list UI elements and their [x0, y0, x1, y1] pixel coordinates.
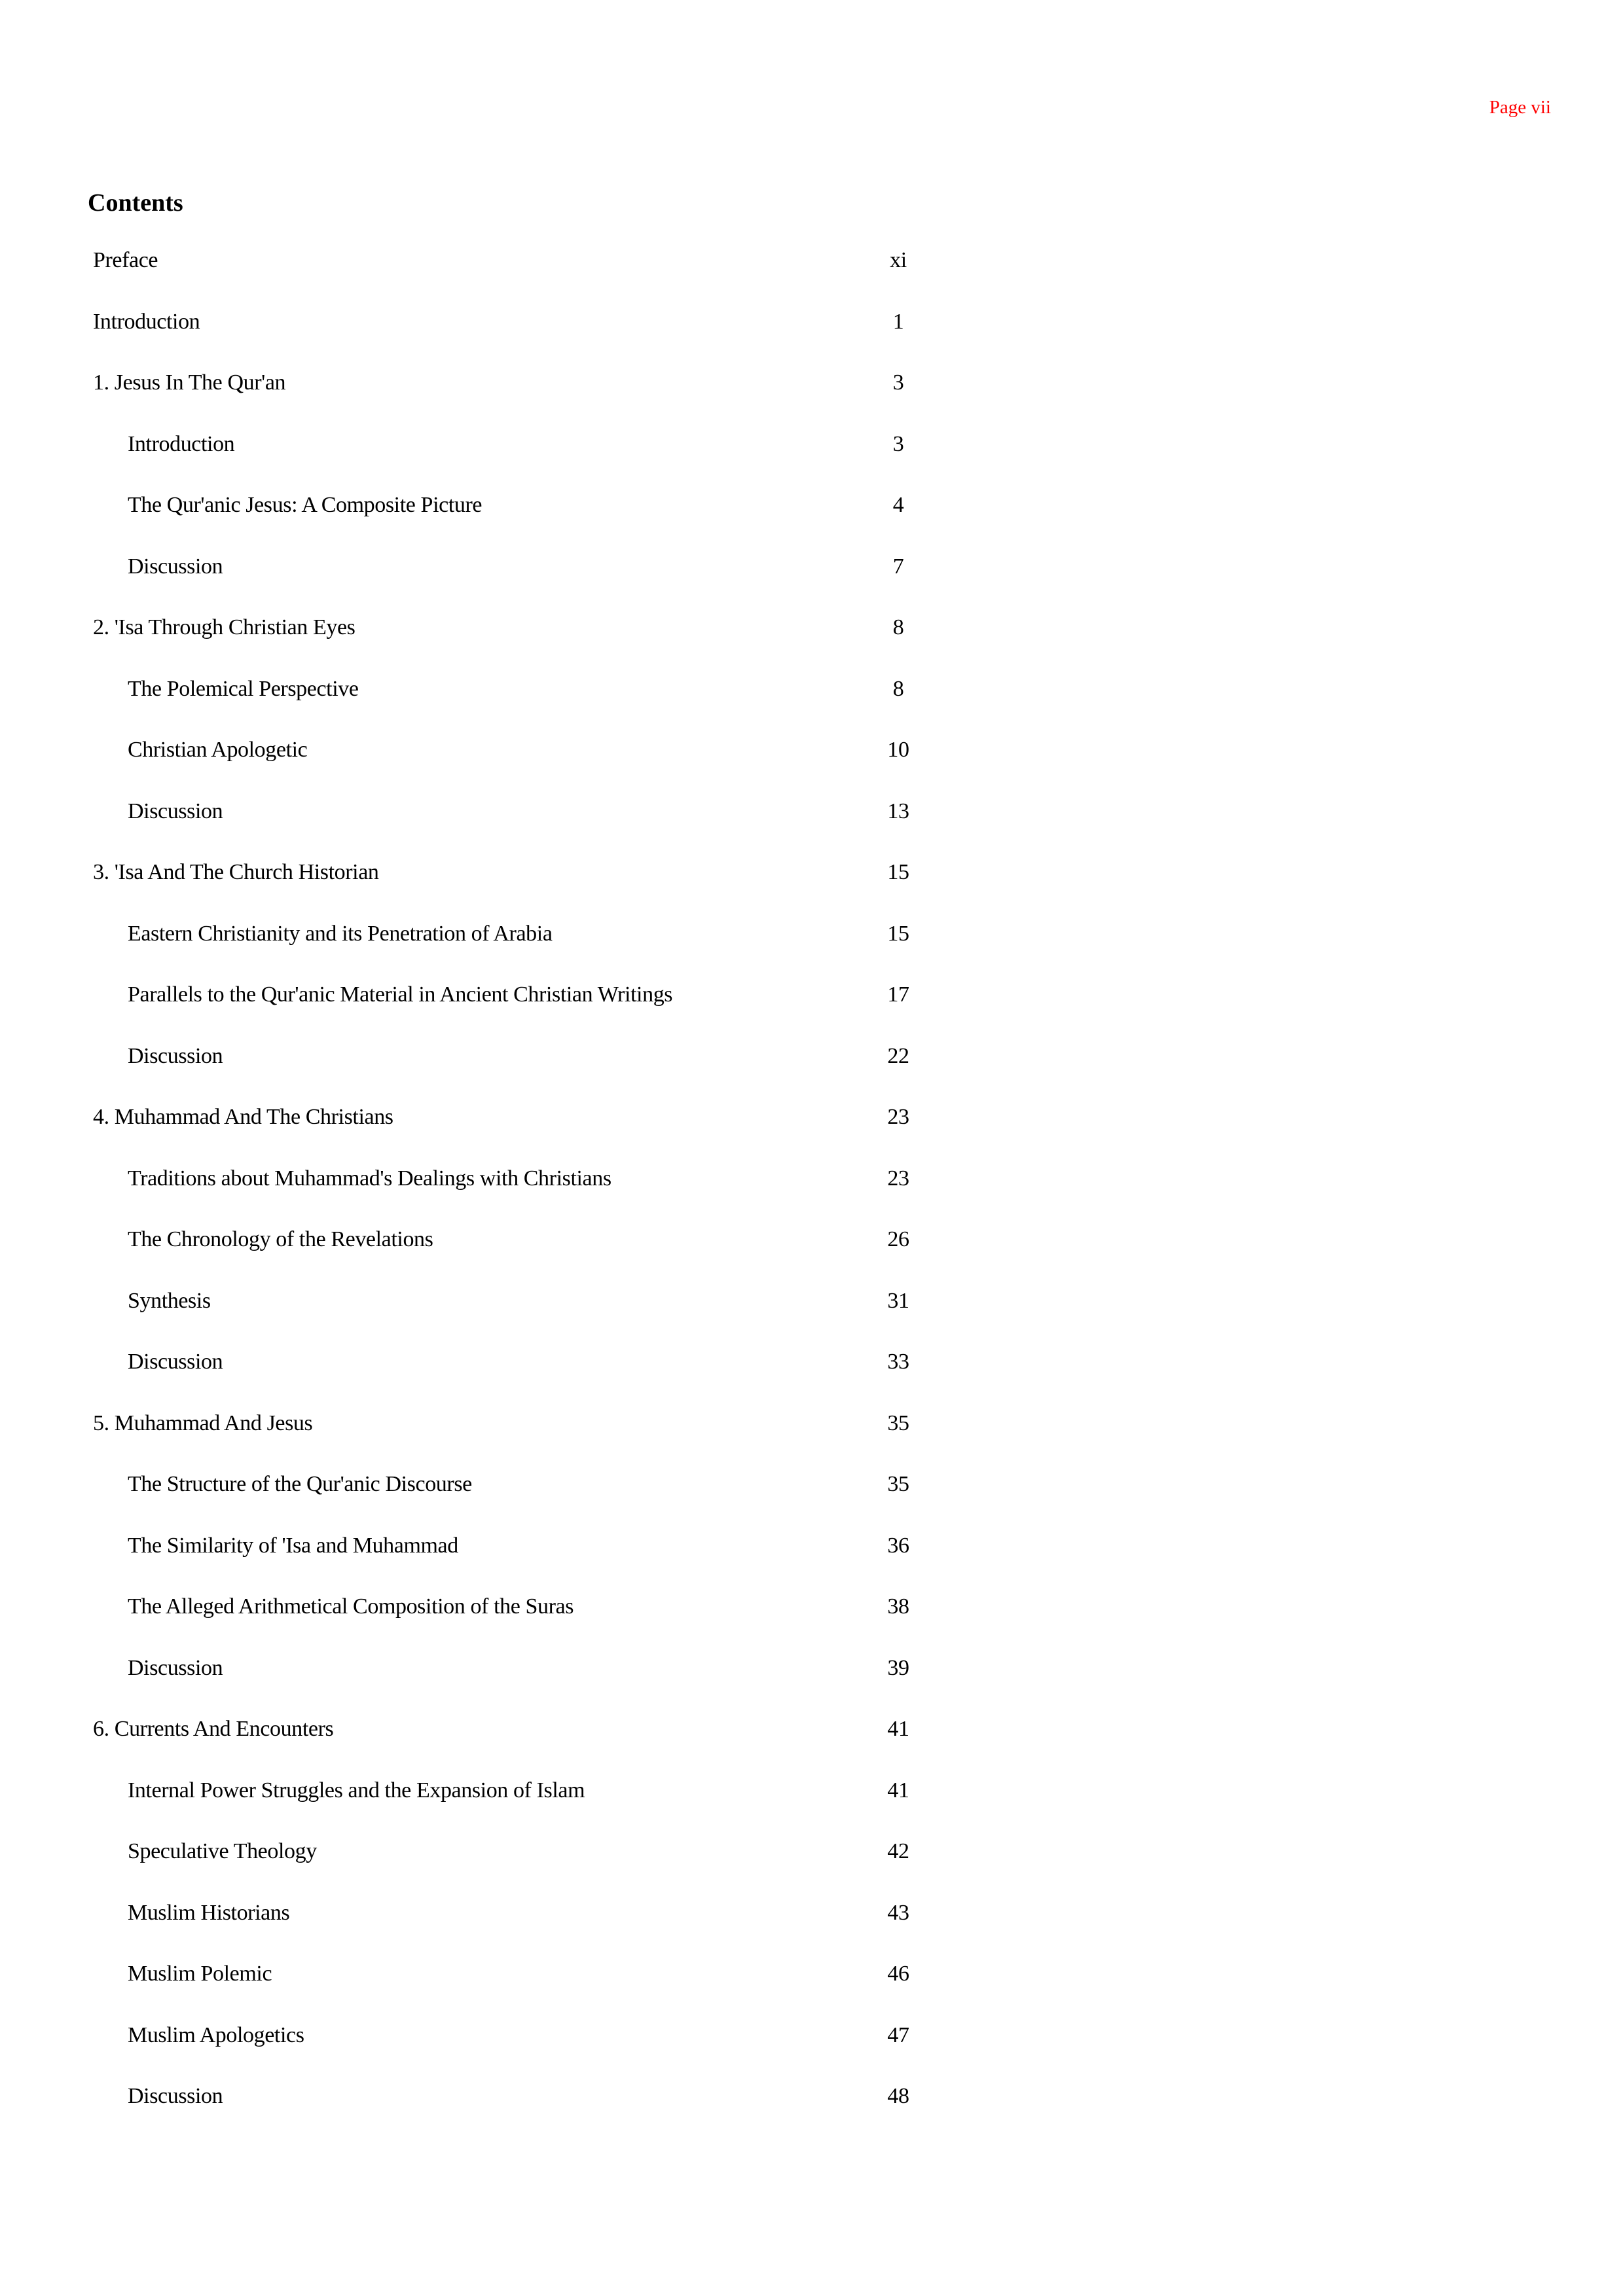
toc-subentry[interactable]	[93, 492, 931, 554]
toc-entry-title[interactable]: Introduction	[93, 309, 200, 334]
toc-entry-page-number[interactable]: 15	[887, 860, 909, 884]
toc-subentry[interactable]	[93, 1288, 931, 1350]
toc-entry-page-number[interactable]: 38	[887, 1594, 909, 1619]
toc-subentry[interactable]	[93, 1227, 931, 1288]
toc-entry[interactable]	[93, 247, 931, 309]
toc-subentry[interactable]	[93, 921, 931, 982]
toc-entry-page-number[interactable]: 4	[892, 493, 904, 517]
toc-entry-title[interactable]: Muslim Apologetics	[128, 2022, 304, 2047]
toc-entry-page-number[interactable]: 10	[887, 738, 909, 762]
toc-entry-title[interactable]: Discussion	[128, 554, 223, 579]
toc-entry-title[interactable]: The Polemical Perspective	[128, 676, 359, 701]
toc-entry-title[interactable]: Discussion	[128, 1655, 223, 1680]
toc-entry-page-number[interactable]: 23	[887, 1105, 909, 1129]
toc-subentry[interactable]	[93, 737, 931, 798]
toc-entry-page-number[interactable]: 26	[887, 1227, 909, 1251]
page-number-label: Page vii	[1489, 97, 1551, 118]
toc-entry-title[interactable]: Synthesis	[128, 1288, 211, 1313]
toc-entry-title[interactable]: Introduction	[128, 431, 235, 456]
toc-subentry[interactable]	[93, 1349, 931, 1410]
toc-entry-title[interactable]: Discussion	[128, 1350, 223, 1374]
toc-entry-title[interactable]: The Structure of the Qur'anic Discourse	[128, 1472, 472, 1496]
toc-entry-page-number[interactable]: 15	[887, 921, 909, 946]
toc-subentry[interactable]	[93, 1961, 931, 2022]
toc-subentry[interactable]	[93, 1166, 931, 1227]
toc-entry-page-number[interactable]: 8	[892, 676, 904, 701]
toc-subentry[interactable]	[93, 2083, 931, 2145]
toc-entry-page-number[interactable]: 3	[892, 370, 904, 395]
toc-subentry[interactable]	[93, 1839, 931, 1900]
toc-subentry[interactable]	[93, 1533, 931, 1594]
toc-entry-title[interactable]: 2. 'Isa Through Christian Eyes	[93, 615, 356, 639]
toc-entry-page-number[interactable]: 47	[887, 2022, 909, 2047]
toc-entry-page-number[interactable]: 35	[887, 1472, 909, 1496]
toc-entry-page-number[interactable]: 41	[887, 1778, 909, 1803]
toc-entry[interactable]	[93, 309, 931, 370]
toc-entry-page-number[interactable]: 33	[887, 1350, 909, 1374]
toc-entry-page-number[interactable]: 7	[892, 554, 904, 579]
toc-entry-title[interactable]: 6. Currents And Encounters	[93, 1717, 334, 1741]
toc-entry-page-number[interactable]: 13	[887, 798, 909, 823]
toc-entry-title[interactable]: 3. 'Isa And The Church Historian	[93, 860, 379, 884]
toc-entry-title[interactable]: Muslim Historians	[128, 1900, 290, 1925]
toc-subentry[interactable]	[93, 431, 931, 493]
toc-entry-page-number[interactable]: 3	[892, 431, 904, 456]
toc-entry-page-number[interactable]: 17	[887, 982, 909, 1007]
toc-entry-title[interactable]: Internal Power Struggles and the Expansion of Islam	[128, 1778, 585, 1803]
toc-entry-page-number[interactable]: 36	[887, 1533, 909, 1558]
toc-entry-title[interactable]: Parallels to the Qur'anic Material in Ancient Christian Writings	[128, 982, 673, 1007]
toc-entry-title[interactable]: 4. Muhammad And The Christians	[93, 1105, 393, 1129]
toc-subentry[interactable]	[93, 1594, 931, 1655]
toc-subentry[interactable]	[93, 798, 931, 860]
table-of-contents	[93, 247, 931, 2145]
toc-entry[interactable]	[93, 370, 931, 431]
toc-entry-page-number[interactable]: 46	[887, 1962, 909, 1986]
toc-entry-page-number[interactable]: 1	[892, 309, 904, 334]
contents-heading: Contents	[88, 189, 183, 217]
toc-entry-page-number[interactable]: 41	[887, 1717, 909, 1741]
toc-subentry[interactable]	[93, 1471, 931, 1533]
toc-entry-title[interactable]: Christian Apologetic	[128, 738, 308, 762]
toc-entry-page-number[interactable]: 43	[887, 1900, 909, 1925]
toc-subentry[interactable]	[93, 676, 931, 738]
toc-subentry[interactable]	[93, 554, 931, 615]
toc-entry[interactable]	[93, 859, 931, 921]
toc-entry-title[interactable]: 1. Jesus In The Qur'an	[93, 370, 286, 395]
toc-subentry[interactable]	[93, 1043, 931, 1105]
toc-entry-page-number[interactable]: 39	[887, 1655, 909, 1680]
toc-entry-title[interactable]: Muslim Polemic	[128, 1962, 272, 1986]
toc-entry-title[interactable]: Preface	[93, 248, 158, 272]
toc-entry-title[interactable]: The Similarity of 'Isa and Muhammad	[128, 1533, 458, 1558]
toc-subentry[interactable]	[93, 2022, 931, 2084]
toc-subentry[interactable]	[93, 982, 931, 1043]
toc-entry-title[interactable]: The Qur'anic Jesus: A Composite Picture	[128, 493, 483, 517]
toc-entry-page-number[interactable]: 22	[887, 1043, 909, 1068]
toc-subentry[interactable]	[93, 1778, 931, 1839]
toc-entry-title[interactable]: Discussion	[128, 798, 223, 823]
toc-entry-title[interactable]: Speculative Theology	[128, 1839, 317, 1863]
toc-subentry[interactable]	[93, 1900, 931, 1962]
toc-entry[interactable]	[93, 1104, 931, 1166]
toc-entry-page-number[interactable]: xi	[890, 248, 907, 272]
toc-entry-title[interactable]: Discussion	[128, 2084, 223, 2108]
toc-entry-page-number[interactable]: 31	[887, 1288, 909, 1313]
toc-entry-page-number[interactable]: 35	[887, 1410, 909, 1435]
toc-entry-page-number[interactable]: 48	[887, 2084, 909, 2108]
toc-entry-title[interactable]: Traditions about Muhammad's Dealings with Christians	[128, 1166, 611, 1191]
toc-entry-title[interactable]: Eastern Christianity and its Penetration of Arabia	[128, 921, 553, 946]
toc-entry-page-number[interactable]: 23	[887, 1166, 909, 1191]
toc-entry-title[interactable]: The Chronology of the Revelations	[128, 1227, 433, 1251]
toc-entry-page-number[interactable]: 8	[892, 615, 904, 639]
toc-subentry[interactable]	[93, 1655, 931, 1717]
toc-entry-title[interactable]: The Alleged Arithmetical Composition of the Suras	[128, 1594, 574, 1619]
toc-entry-page-number[interactable]: 42	[887, 1839, 909, 1863]
toc-entry[interactable]	[93, 615, 931, 676]
toc-entry-title[interactable]: Discussion	[128, 1043, 223, 1068]
toc-entry[interactable]	[93, 1716, 931, 1778]
toc-entry[interactable]	[93, 1410, 931, 1472]
toc-entry-title[interactable]: 5. Muhammad And Jesus	[93, 1410, 313, 1435]
